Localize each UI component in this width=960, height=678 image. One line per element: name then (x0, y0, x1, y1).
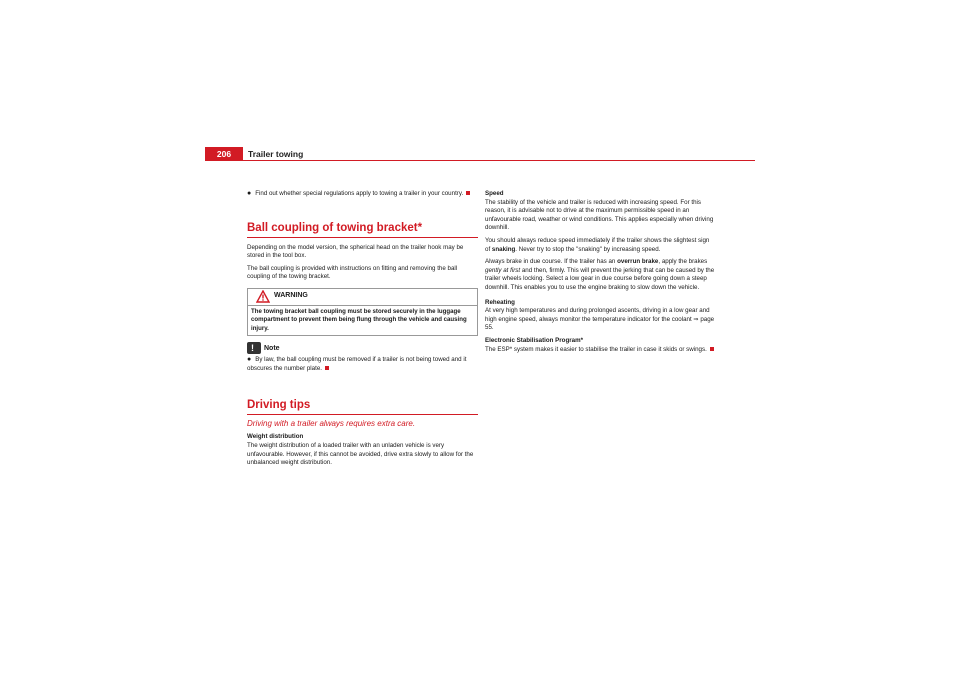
speed-p3-text-b: , apply the brakes (658, 258, 708, 266)
warning-box (247, 288, 478, 336)
weight-distribution-text: The weight distribution of a loaded trailer with an unladen vehicle is very unfavourable. However, if this cannot be avoided, drive extra slowly to allow for the unbalanced weight distribution. (247, 441, 474, 467)
driving-tips-subtitle: Driving with a trailer always requires extra care. (247, 419, 416, 429)
speed-p2-text-a: You should always reduce speed immediately if the trailer shows the slightest sign of (485, 236, 710, 253)
right-column (485, 190, 716, 358)
subheading-speed: Speed (485, 190, 504, 197)
speed-paragraph-2 (485, 237, 716, 254)
warning-text: The towing bracket ball coupling must be stored securely in the luggage compartment to prevent them being flung through the vehicle and causing injury. (251, 307, 467, 332)
subheading-weight-distribution: Weight distribution (247, 433, 304, 441)
speed-p2-bold: snaking (491, 245, 516, 253)
note-hand-icon: ! (247, 342, 261, 354)
speed-p3-text-a: Always brake in due course. If the trailer has an (485, 258, 616, 266)
ball-coupling-paragraph-2: The ball coupling is provided with instructions on fitting and removing the ball coupling of the towing bracket. (247, 264, 458, 281)
section-end-icon (466, 191, 470, 195)
subheading-reheating: Reheating (485, 298, 515, 306)
bullet-icon: ● (247, 190, 252, 197)
section-heading-driving-tips: Driving tips (247, 398, 478, 415)
speed-p3-text-c: and then, firmly. This will prevent the jerking that can be caused by the trailer wheels locking. Select a low gear in due course before going down a steep downhill. This enables you to use the engine braking to slow down the vehicle. (485, 266, 715, 291)
intro-bullet-item (247, 190, 478, 199)
intro-bullet-text: Find out whether special regulations apply to towing a trailer in your country. (255, 190, 464, 197)
esp-paragraph (485, 346, 716, 355)
header-rule (205, 160, 755, 161)
warning-label: WARNING (274, 291, 308, 299)
speed-p3-bold: overrun brake (617, 258, 659, 266)
speed-p3-italic: gently at first (485, 266, 521, 274)
note-label: Note (264, 345, 280, 353)
section-end-icon (710, 347, 714, 351)
subheading-esp: Electronic Stabilisation Program* (485, 336, 583, 344)
section-ball-coupling (247, 221, 478, 374)
note-bullet-text: By law, the ball coupling must be removed if a trailer is not being towed and it obscures the number plate. (247, 356, 467, 372)
note-bullet-item (247, 356, 478, 373)
section-driving-tips (247, 398, 478, 467)
chapter-title: Trailer towing (248, 149, 304, 159)
reheating-text: At very high temperatures and during prolonged ascents, driving in a low gear and high engine speed, always monitor the temperature indicator for the coolant ⇒ page 55. (485, 307, 715, 332)
page-number: 206 (205, 147, 243, 161)
esp-text: The ESP* system makes it easier to stabilise the trailer in case it skids or swings. (485, 345, 707, 353)
note-header (247, 342, 478, 356)
section-heading-ball-coupling: Ball coupling of towing bracket* (247, 221, 478, 238)
speed-paragraph-3 (485, 258, 716, 292)
page-header (205, 147, 755, 161)
left-column (247, 190, 478, 472)
warning-header (248, 289, 477, 306)
speed-paragraph-1: The stability of the vehicle and trailer is reduced with increasing speed. For this reason, it is advisable not to drive at the maximum permissible speed in an unfavourable road, weather or wind conditions. This applies especially when driving downhill. (485, 198, 714, 232)
speed-p2-text-b: . Never try to stop the "snaking" by increasing speed. (515, 245, 661, 253)
bullet-icon: ● (247, 356, 252, 364)
section-end-icon (325, 366, 329, 370)
ball-coupling-paragraph-1: Depending on the model version, the spherical head on the trailer hook may be stored in the tool box. (247, 243, 464, 260)
warning-triangle-icon (256, 290, 270, 303)
